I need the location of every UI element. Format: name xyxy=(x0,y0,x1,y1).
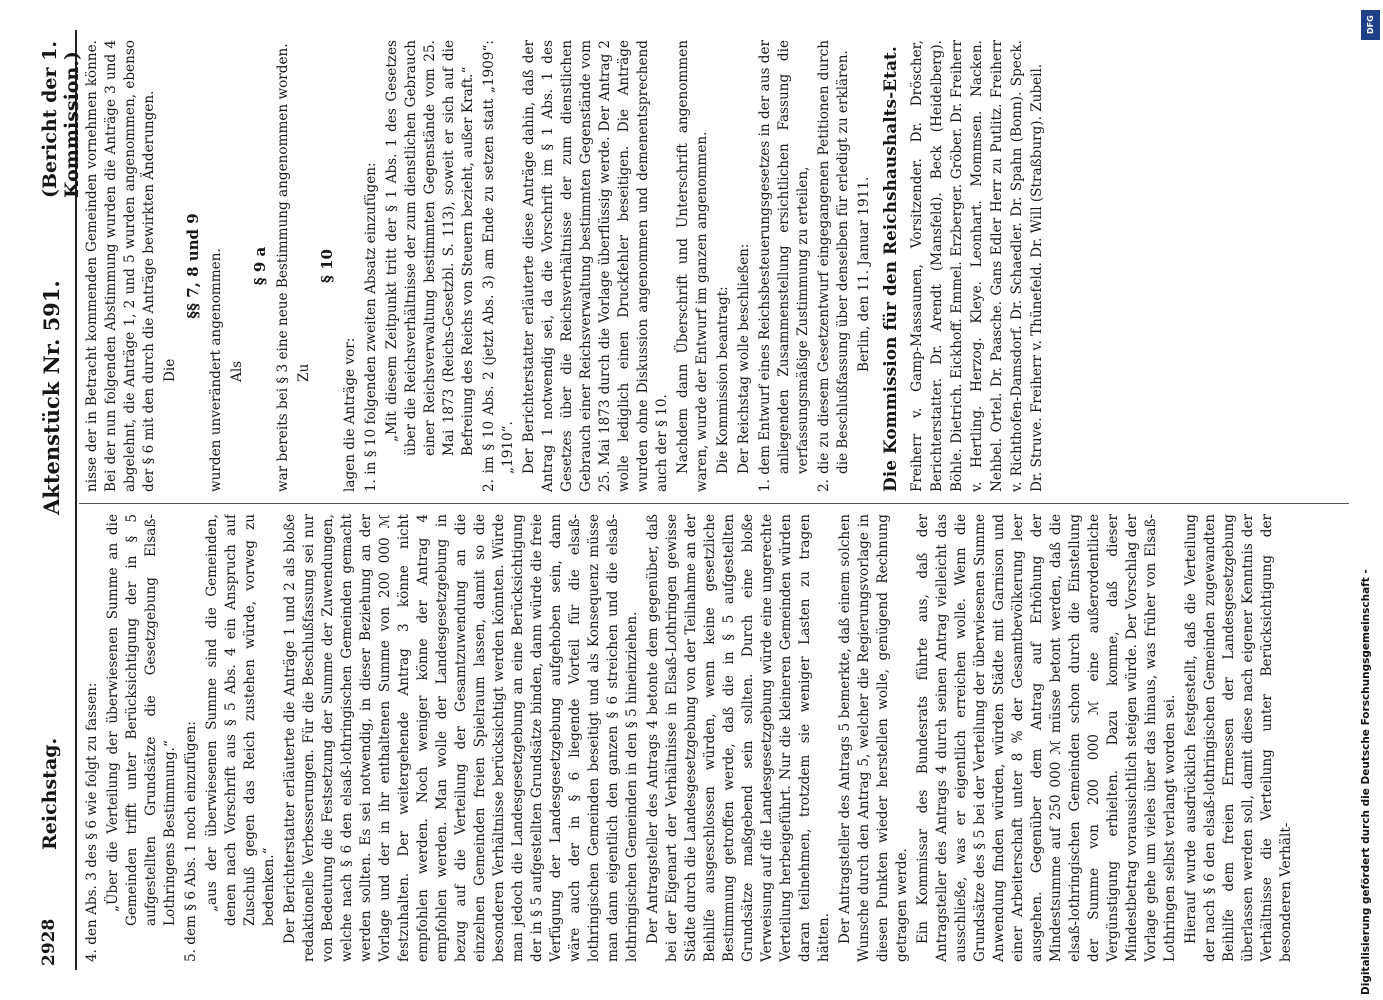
paragraph: Als xyxy=(229,360,245,382)
digitization-credit xyxy=(1360,10,1382,1000)
list-item: 2. die zu diesem Gesetzentwurf eingegangenen Petitionen durch die Beschlußfassung über denselben für erledigt zu erklären. xyxy=(816,40,851,492)
quote: „Über die Verteilung der überwiesenen Summe an die Gemeinden trifft unter Berücksichtigung der in § 5 aufgestellten Grundsätze die Gesetzgebung Elsaß-Lothringens Bestimmung.“ xyxy=(105,514,178,926)
list-item: 2. im § 10 Abs. 2 (jetzt Abs. 3) am Ende zu setzen statt „1909“: „1910“. xyxy=(481,40,516,492)
header-left: Reichstag. xyxy=(39,737,61,850)
page-header xyxy=(35,30,83,970)
paragraph: Der Berichterstatter erläuterte die Anträge 1 und 2 als bloße redaktionelle Verbesserungen. Für die Beschlußfassung sei nur von Bedeutung die Festsetzung der Summe der Zuwendungen, welche nach § 6 den elsaß-lothringischen Gemeinden gemacht werden sollten. Es sei notwendig, in dieser Beziehung an der Vorlage und der in ihr enthaltenen Summe von 200 000 ℳ festzuhalten. Der weitergehende Antrag 3 könne nicht empfohlen werden. Noch weniger könne der Antrag 4 empfohlen werden. Man wolle der Landesgesetzgebung in bezug auf die Verteilung der Gesamtzuwendung an die einzelnen Gemeinden freien Spielraum lassen, damit so die besonderen Verhältnisse berücksichtigt werden könnten. Würde man jedoch die Landesgesetzgebung an eine Berücksichtigung der in § 5 aufgestellten Grundsätze binden, dann würde die freie Verfügung der Landesgesetzgebung aufgehoben sein, dann wäre auch der in § 6 liegende Vorteil für die elsaß-lothringischen Gemeinden beseitigt und als Konsequenz müsse man dann eigentlich den ganzen § 6 streichen und die elsaß-lothringischen Gemeinden in den § 5 hineinziehen. xyxy=(282,514,640,962)
member-list: Freiherr v. Gamp-Massaunen, Vorsitzender. Dr. Dröscher, Berichterstatter. Dr. Arendt (Mansfeld). Beck (Heidelberg). Böhle. Dietrich. Eickhoff. Emmel. Erzberger. Gröber. Dr. Freiherr v. Hertling. Herzog. Kleye. Leonhart. Mommsen. Nacken. Nehbel. Ortel. Dr. Paasche. Gans Edler Herr zu Putlitz. Freiherr v. Richthofen-Damsdorf. Dr. Schaedler. Dr. Spahn (Bonn). Speck. Dr. Struve. Freiherr v. Thünefeld. Dr. Will (Straßburg). Zubeil. xyxy=(909,40,1045,492)
quote: „aus der überwiesenen Summe sind die Gemeinden, denen nach Vorschrift aus § 5 Abs. 4 ein Anspruch auf Zuschuß gegen das Reich zustehen würde, vorweg zu bedenken.“ xyxy=(204,514,277,926)
header-right: (Bericht der 1. Kommission.) xyxy=(39,41,83,198)
list-item: 1. dem Entwurf eines Reichsbesteuerungsgesetzes in der aus der anliegenden Zusammenstellung ersichtlichen Fassung die verfassungsmäßige Zustimmung zu erteilen, xyxy=(757,40,811,492)
section-heading: §§ 7, 8 und 9 xyxy=(184,213,202,319)
paragraph: Nachdem dann Überschrift und Unterschrift angenommen waren, wurde der Entwurf im ganzen angenommen. xyxy=(675,40,710,492)
column-divider xyxy=(79,503,1349,504)
paragraph: 4. den Abs. 3 des § 6 wie folgt zu fassen: xyxy=(84,682,100,962)
paragraph: Der Antragsteller des Antrags 4 betonte dem gegenüber, daß bei der Eigenart der Verhältnisse in Elsaß-Lothringen gewisse Städte durch die Landesgesetzgebung von der Teilnahme an der Beihilfe ausgeschlossen würden, wenn keine gesetzliche Bestimmung getroffen werde, daß die in § 5 aufgestellten Grundsätze maßgebend sein sollten. Durch eine bloße Verweisung auf die Landesgesetzgebung würde eine ungerechte Verteilung herbeigeführt. Nur die kleineren Gemeinden würden daran teilnehmen, trotzdem sie weniger Lasten zu tragen hätten. xyxy=(645,514,832,962)
dfg-logo-icon: DFG xyxy=(1361,10,1380,40)
paragraph: Der Reichstag wolle beschließen: xyxy=(736,243,752,474)
paragraph: 5. dem § 6 Abs. 1 noch einzufügen: xyxy=(183,720,199,962)
date-line: Berlin, den 11. Januar 1911. xyxy=(856,176,872,372)
paragraph: Hierauf wurde ausdrücklich festgestellt, daß die Verteilung der nach § 6 den elsaß-lothringischen Gemeinden zugewandten Beihilfe dem freien Ermessen der Landesgesetzgebung überlassen werden soll, damit diese nach eigener Kenntnis der Verhältnisse die Verteilung unter Berücksichtigung der besonderen Verhält- xyxy=(1183,514,1294,962)
paragraph: Die xyxy=(162,358,178,382)
paragraph: Zu xyxy=(296,363,312,382)
paragraph: war bereits bei § 3 eine neue Bestimmung angenommen worden. xyxy=(275,43,291,492)
paragraph: Die Kommission beantragt: xyxy=(715,286,731,474)
section-heading: § 10 xyxy=(318,249,336,283)
right-column xyxy=(83,40,1353,492)
commission-title: Die Kommission für den Reichshaushalts-Etat. xyxy=(881,46,901,492)
list-item: 1. in § 10 folgenden zweiten Absatz einzufügen: xyxy=(363,162,379,492)
paragraph: Ein Kommissar des Bundesrats führte aus, daß der Antragsteller des Antrags 4 durch seinen Antrag vielleicht das ausschließe, was er eigentlich erreichen wolle. Wenn die Grundsätze des § 5 bei der Verteilung der überwiesenen Summe Anwendung finden würden, würden Städte mit Garnison und einer Arbeiterschaft unter 8 % der Gesamtbevölkerung leer ausgehen. Gegenüber dem Antrag auf Erhöhung der Mindestsumme auf 250 000 ℳ müsse betont werden, daß die elsaß-lothringischen Gemeinden schon durch die Einstellung der Summe von 200 000 ℳ eine außerordentliche Vergünstigung erhielten. Dazu komme, daß dieser Mindestbetrag voraussichtlich steigen würde. Der Vorschlag der Vorlage gehe um vieles über das hinaus, was früher von Elsaß-Lothringen selbst verlangt worden sei. xyxy=(915,514,1178,962)
paragraph: nisse der in Betracht kommenden Gemeinden vornehmen könne. Bei der nun folgenden Abstimmung wurden die Anträge 3 und 4 abgelehnt, die Anträge 1, 2 und 5 wurden angenommen, ebenso der § 6 mit den durch die Anträge bewirkten Änderungen. xyxy=(84,40,157,492)
paragraph: lagen die Anträge vor: xyxy=(342,337,358,492)
section-heading: § 9 a xyxy=(251,246,269,286)
credit-text: Digitalisierung gefördert durch die Deutsche Forschungsgemeinschaft - xyxy=(1360,569,1372,995)
rotated-document-page xyxy=(35,30,1355,970)
paragraph: Der Antragsteller des Antrags 5 bemerkte, daß einem solchen Wunsche durch den Antrag 5, welcher die Regierungsvorlage in diesen Punkten wieder herstellen wolle, genügend Rechnung getragen werde. xyxy=(837,514,910,962)
paragraph: Der Berichterstatter erläuterte diese Anträge dahin, daß der Antrag 1 notwendig sei, da die Vorschrift im § 1 Abs. 1 des Gesetzes über die Reichsverhältnisse der zum dienstlichen Gebrauch einer Reichsverwaltung bestimmten Gegenstände vom 25. Mai 1873 durch die Vorlage überflüssig werde. Der Antrag 2 wolle lediglich einen Druckfehler beseitigen. Die Anträge wurden ohne Diskussion angenommen und demenentsprechend auch der § 10. xyxy=(521,40,670,492)
left-column xyxy=(83,514,1353,962)
quote: „Mit diesem Zeitpunkt tritt der § 1 Abs. 1 des Gesetzes über die Reichsverhältnisse der zum dienstlichen Gebrauch einer Reichsverwaltung bestimmten Gegenstände vom 25. Mai 1873 (Reichs-Gesetzbl. S. 113), soweit er sich auf die Befreiung des Reichs von Steuern bezieht, außer Kraft.“ xyxy=(384,40,476,456)
header-center: Aktenstück Nr. 591. xyxy=(39,280,64,515)
page-number: 2928 xyxy=(39,918,59,966)
paragraph: wurden unverändert angenommen. xyxy=(208,248,224,492)
